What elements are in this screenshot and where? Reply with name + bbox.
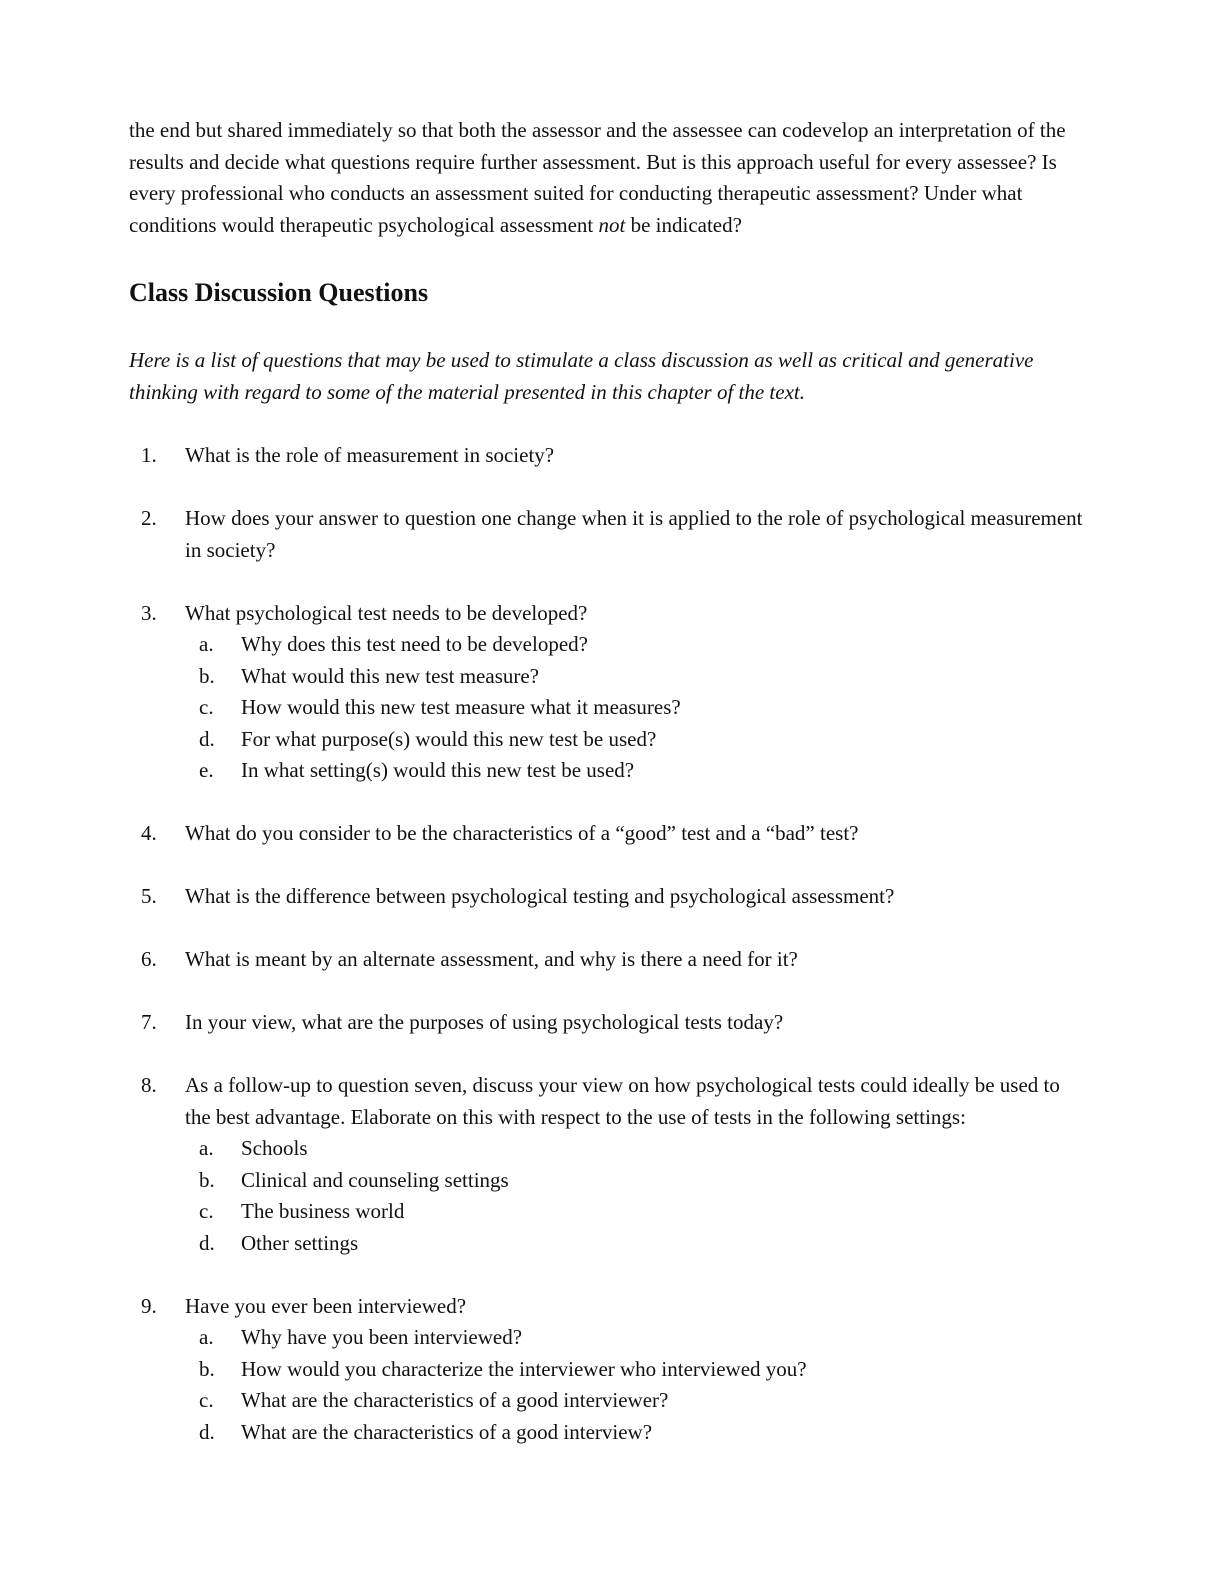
subquestion-item [185, 1165, 1089, 1197]
subquestion-text: Schools [241, 1136, 308, 1160]
subquestion-letter: c. [199, 1388, 214, 1412]
subquestion-text: What would this new test measure? [241, 663, 539, 688]
subquestion-item [185, 724, 1089, 756]
subquestion-text: How would this new test measure what it measures? [241, 695, 681, 719]
question-number: 2. [141, 506, 157, 530]
section-lead: Here is a list of questions that may be used to stimulate a class discussion as well as critical and generative thinking with regard to some of the material presented in this chapter of the text. [129, 348, 1034, 404]
subquestion-letter: a. [199, 1325, 214, 1349]
intro-text-before: the end but shared immediately so that both the assessor and the assessee can codevelop an interpretation of the results and decide what questions require further assessment. But is this approach useful for every assessee? Is every professional who conducts an assessment suited for conducting therapeutic assessment? Under what conditions would therapeutic psychological assessment [129, 118, 1066, 237]
subquestion-item [185, 1228, 1089, 1260]
subquestion-letter: b. [199, 663, 215, 688]
subquestion-text: The business world [241, 1199, 405, 1223]
subquestion-text: How would you characterize the interviewer who interviewed you? [241, 1356, 807, 1381]
intro-paragraph [129, 115, 1089, 241]
question-item [129, 944, 1089, 976]
question-number: 9. [141, 1293, 157, 1318]
question-item [129, 818, 1089, 850]
document-page [129, 115, 1089, 1448]
subquestion-letter: e. [199, 758, 214, 782]
subquestion-item [185, 629, 1089, 661]
question-item [129, 1007, 1089, 1039]
question-text: How does your answer to question one change when it is applied to the role of psychological measurement in society? [185, 506, 1083, 562]
question-list [129, 440, 1089, 1448]
subquestion-letter: b. [199, 1356, 215, 1381]
subquestion-item [185, 1196, 1089, 1228]
subquestion-letter: a. [199, 1136, 214, 1160]
question-item [129, 598, 1089, 787]
subquestion-list [185, 1133, 1089, 1259]
subquestion-item [185, 1354, 1089, 1386]
question-item [129, 503, 1089, 566]
subquestion-text: Other settings [241, 1230, 359, 1255]
subquestion-item [185, 692, 1089, 724]
subquestion-text: Clinical and counseling settings [241, 1167, 509, 1192]
question-number: 5. [141, 884, 157, 908]
subquestion-item [185, 1417, 1089, 1449]
question-item [129, 1070, 1089, 1259]
subquestion-text: What are the characteristics of a good interview? [241, 1419, 653, 1444]
subquestion-item [185, 1322, 1089, 1354]
subquestion-letter: d. [199, 726, 215, 751]
question-text: What do you consider to be the characteristics of a “good” test and a “bad” test? [185, 821, 859, 845]
question-number: 6. [141, 947, 157, 971]
section-heading: Class Discussion Questions [129, 278, 429, 307]
subquestion-item [185, 755, 1089, 787]
subquestion-letter: d. [199, 1419, 215, 1444]
subquestion-letter: c. [199, 695, 214, 719]
subquestion-item [185, 1385, 1089, 1417]
subquestion-letter: a. [199, 632, 214, 656]
question-item [129, 881, 1089, 913]
question-text: What is meant by an alternate assessment, and why is there a need for it? [185, 947, 798, 971]
subquestion-letter: d. [199, 1230, 215, 1255]
subquestion-letter: c. [199, 1199, 214, 1223]
question-number: 3. [141, 600, 157, 625]
question-item [129, 1291, 1089, 1449]
question-text: What is the role of measurement in society? [185, 443, 555, 467]
question-number: 8. [141, 1073, 157, 1097]
question-number: 4. [141, 821, 157, 845]
question-text: In your view, what are the purposes of using psychological tests today? [185, 1010, 784, 1034]
question-text: What psychological test needs to be developed? [185, 600, 588, 625]
subquestion-item [185, 661, 1089, 693]
subquestion-item [185, 1133, 1089, 1165]
intro-text-after: be indicated? [625, 212, 742, 237]
subquestion-text: Why does this test need to be developed? [241, 632, 588, 656]
question-text: What is the difference between psychological testing and psychological assessment? [185, 884, 895, 908]
subquestion-text: For what purpose(s) would this new test be used? [241, 726, 657, 751]
question-text: As a follow-up to question seven, discuss your view on how psychological tests could ideally be used to the best advantage. Elaborate on this with respect to the use of tests in the following settings: [185, 1073, 1060, 1129]
question-item [129, 440, 1089, 472]
subquestion-list [185, 1322, 1089, 1448]
question-number: 1. [141, 443, 157, 467]
question-text: Have you ever been interviewed? [185, 1293, 467, 1318]
subquestion-text: Why have you been interviewed? [241, 1325, 523, 1349]
intro-emphasis: not [598, 212, 626, 237]
question-number: 7. [141, 1010, 157, 1034]
subquestion-list [185, 629, 1089, 787]
subquestion-text: What are the characteristics of a good interviewer? [241, 1388, 669, 1412]
subquestion-text: In what setting(s) would this new test be used? [241, 758, 635, 782]
subquestion-letter: b. [199, 1167, 215, 1192]
